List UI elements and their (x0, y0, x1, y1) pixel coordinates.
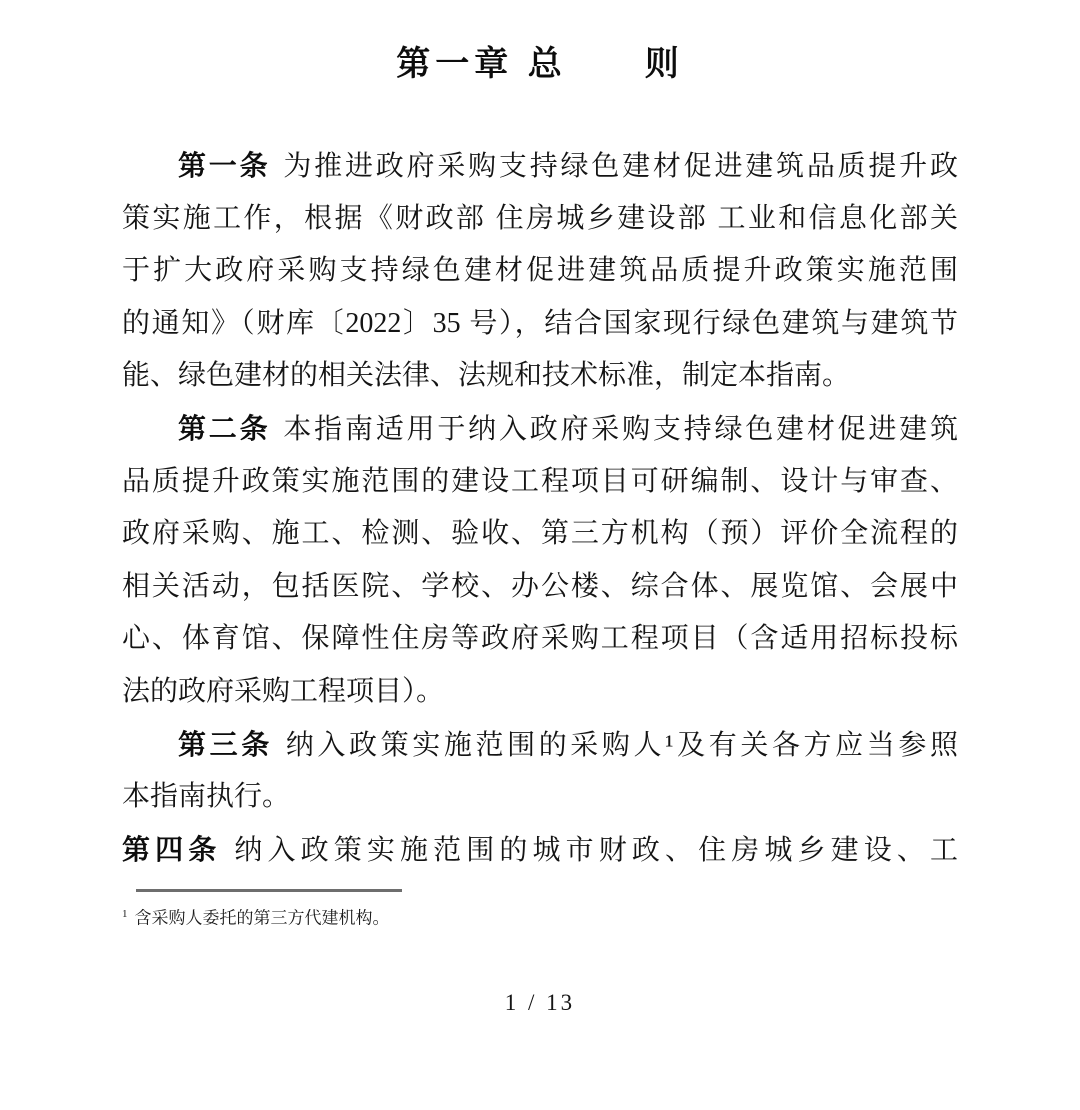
chapter-title: 第一章 总 则 (396, 45, 684, 83)
document-line (122, 508, 958, 561)
article-marker: 第二条 (178, 412, 271, 444)
line-text: 品质提升政策实施范围的建设工程项目可研编制、设计与审查、 (122, 465, 958, 497)
document-line (122, 613, 958, 666)
line-text: 于扩大政府采购支持绿色建材促进建筑品质提升政策实施范围 (122, 255, 958, 287)
footnote-text: 含采购人委托的第三方代建机构。 (134, 908, 390, 928)
document-line (122, 245, 958, 298)
document-line (122, 666, 958, 719)
line-text: 策实施工作，根据《财政部 住房城乡建设部 工业和信息化部关 (122, 202, 958, 234)
document-line (122, 771, 958, 824)
document-line (122, 193, 958, 246)
document-line (122, 350, 958, 403)
document-line (122, 824, 958, 877)
page-number: 1 / 13 (504, 990, 576, 1015)
line-text: 心、体育馆、保障性住房等政府采购工程项目（含适用招标投标 (122, 623, 958, 655)
document-line (122, 140, 958, 193)
article-marker: 第一条 (178, 150, 271, 181)
line-text: 纳入政策实施范围的城市财政、住房城乡建设、工 (234, 834, 958, 866)
document-line (122, 561, 958, 614)
document-body (122, 140, 958, 876)
article-marker: 第三条 (178, 728, 273, 760)
line-text: 法的政府采购工程项目）。 (122, 675, 445, 707)
line-text: 纳入政策实施范围的采购人¹及有关各方应当参照 (285, 729, 958, 761)
footnote-divider (136, 889, 402, 892)
line-text: 本指南适用于纳入政府采购支持绿色建材促进建筑 (283, 413, 958, 445)
document-line (122, 456, 958, 509)
footnote-ref: 1 (122, 908, 128, 920)
line-text: 能、绿色建材的相关法律、法规和技术标准，制定本指南。 (122, 360, 851, 392)
document-line (122, 403, 958, 456)
line-text: 政府采购、施工、检测、验收、第三方机构（预）评价全流程的 (122, 518, 958, 550)
line-text: 的通知》（财库〔2022〕35 号），结合国家现行绿色建筑与建筑节 (122, 307, 958, 339)
footnote (122, 901, 822, 932)
line-text: 本指南执行。 (122, 781, 291, 813)
document-line (122, 719, 958, 772)
article-marker: 第四条 (122, 833, 222, 865)
line-text: 为推进政府采购支持绿色建材促进建筑品质提升政 (283, 151, 958, 182)
line-text: 相关活动，包括医院、学校、办公楼、综合体、展览馆、会展中 (122, 570, 958, 602)
document-line (122, 298, 958, 351)
